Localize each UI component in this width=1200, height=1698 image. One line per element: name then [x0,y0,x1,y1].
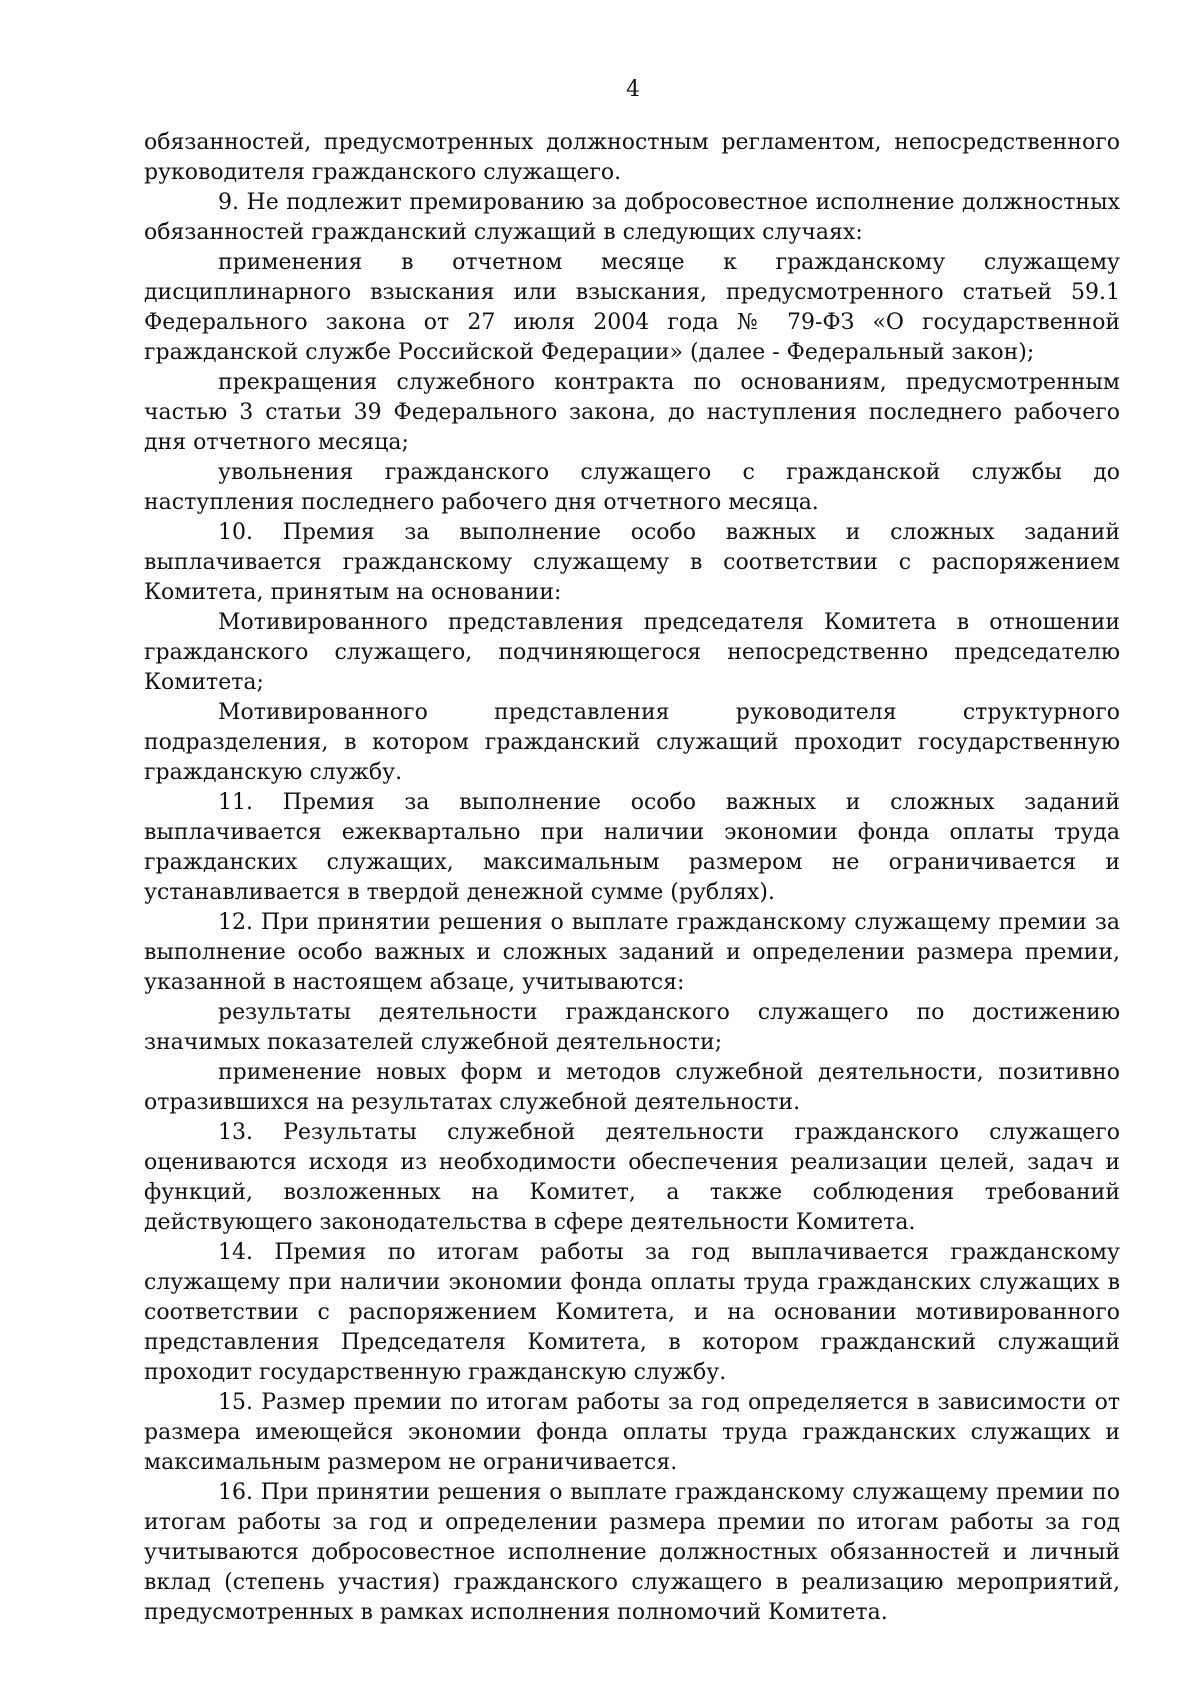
paragraph-9-case-disciplinary: применения в отчетном месяце к гражданскому служащему дисциплинарного взыскания или взыскания, предусмотренного статьей 59.1 Федерального закона от 27 июля 2004 года № 79-ФЗ «О государственной гражданской службе Российской Федерации» (далее - Федеральный закон); [144,250,1120,365]
paragraph-9-case-contract-termination: прекращения служебного контракта по основаниям, предусмотренным частью 3 статьи 39 Федерального закона, до наступления последнего рабочего дня отчетного месяца; [144,370,1120,455]
paragraph-12-factor-methods: применение новых форм и методов служебной деятельности, позитивно отразившихся на результатах служебной деятельности. [144,1060,1120,1115]
paragraph-11: 11. Премия за выполнение особо важных и сложных заданий выплачивается ежеквартально при наличии экономии фонда оплаты труда гражданских служащих, максимальным размером не ограничивается и устанавливается в твердой денежной сумме (рублях). [144,790,1120,905]
paragraph-12-factor-results: результаты деятельности гражданского служащего по достижению значимых показателей служебной деятельности; [144,1000,1120,1055]
page-number: 4 [626,77,640,102]
paragraph-16: 16. При принятии решения о выплате гражданскому служащему премии по итогам работы за год и определении размера премии по итогам работы за год учитываются добросовестное исполнение должностных обязанностей и личный вклад (степень участия) гражданского служащего в реализацию мероприятий, предусмотренных в рамках исполнения полномочий Комитета. [144,1480,1120,1625]
paragraph-continuation: обязанностей, предусмотренных должностным регламентом, непосредственного руководителя гражданского служащего. [144,130,1120,185]
paragraph-12: 12. При принятии решения о выплате гражданскому служащему премии за выполнение особо важных и сложных заданий и определении размера премии, указанной в настоящем абзаце, учитываются: [144,910,1120,995]
paragraph-9-case-dismissal: увольнения гражданского служащего с гражданской службы до наступления последнего рабочего дня отчетного месяца. [144,460,1120,515]
paragraph-9: 9. Не подлежит премированию за добросовестное исполнение должностных обязанностей гражданский служащий в следующих случаях: [144,190,1120,245]
document-body [144,128,1120,1628]
paragraph-10-basis-chairman: Мотивированного представления председателя Комитета в отношении гражданского служащего, подчиняющегося непосредственно председателю Комитета; [144,610,1120,695]
paragraph-10-basis-head: Мотивированного представления руководителя структурного подразделения, в котором гражданский служащий проходит государственную гражданскую службу. [144,700,1120,785]
paragraph-14: 14. Премия по итогам работы за год выплачивается гражданскому служащему при наличии экономии фонда оплаты труда гражданских служащих в соответствии с распоряжением Комитета, и на основании мотивированного представления Председателя Комитета, в котором гражданский служащий проходит государственную гражданскую службу. [144,1240,1120,1385]
paragraph-13: 13. Результаты служебной деятельности гражданского служащего оцениваются исходя из необходимости обеспечения реализации целей, задач и функций, возложенных на Комитет, а также соблюдения требований действующего законодательства в сфере деятельности Комитета. [144,1120,1120,1235]
paragraph-10: 10. Премия за выполнение особо важных и сложных заданий выплачивается гражданскому служащему в соответствии с распоряжением Комитета, принятым на основании: [144,520,1120,605]
paragraph-15: 15. Размер премии по итогам работы за год определяется в зависимости от размера имеющейся экономии фонда оплаты труда гражданских служащих и максимальным размером не ограничивается. [144,1390,1120,1475]
